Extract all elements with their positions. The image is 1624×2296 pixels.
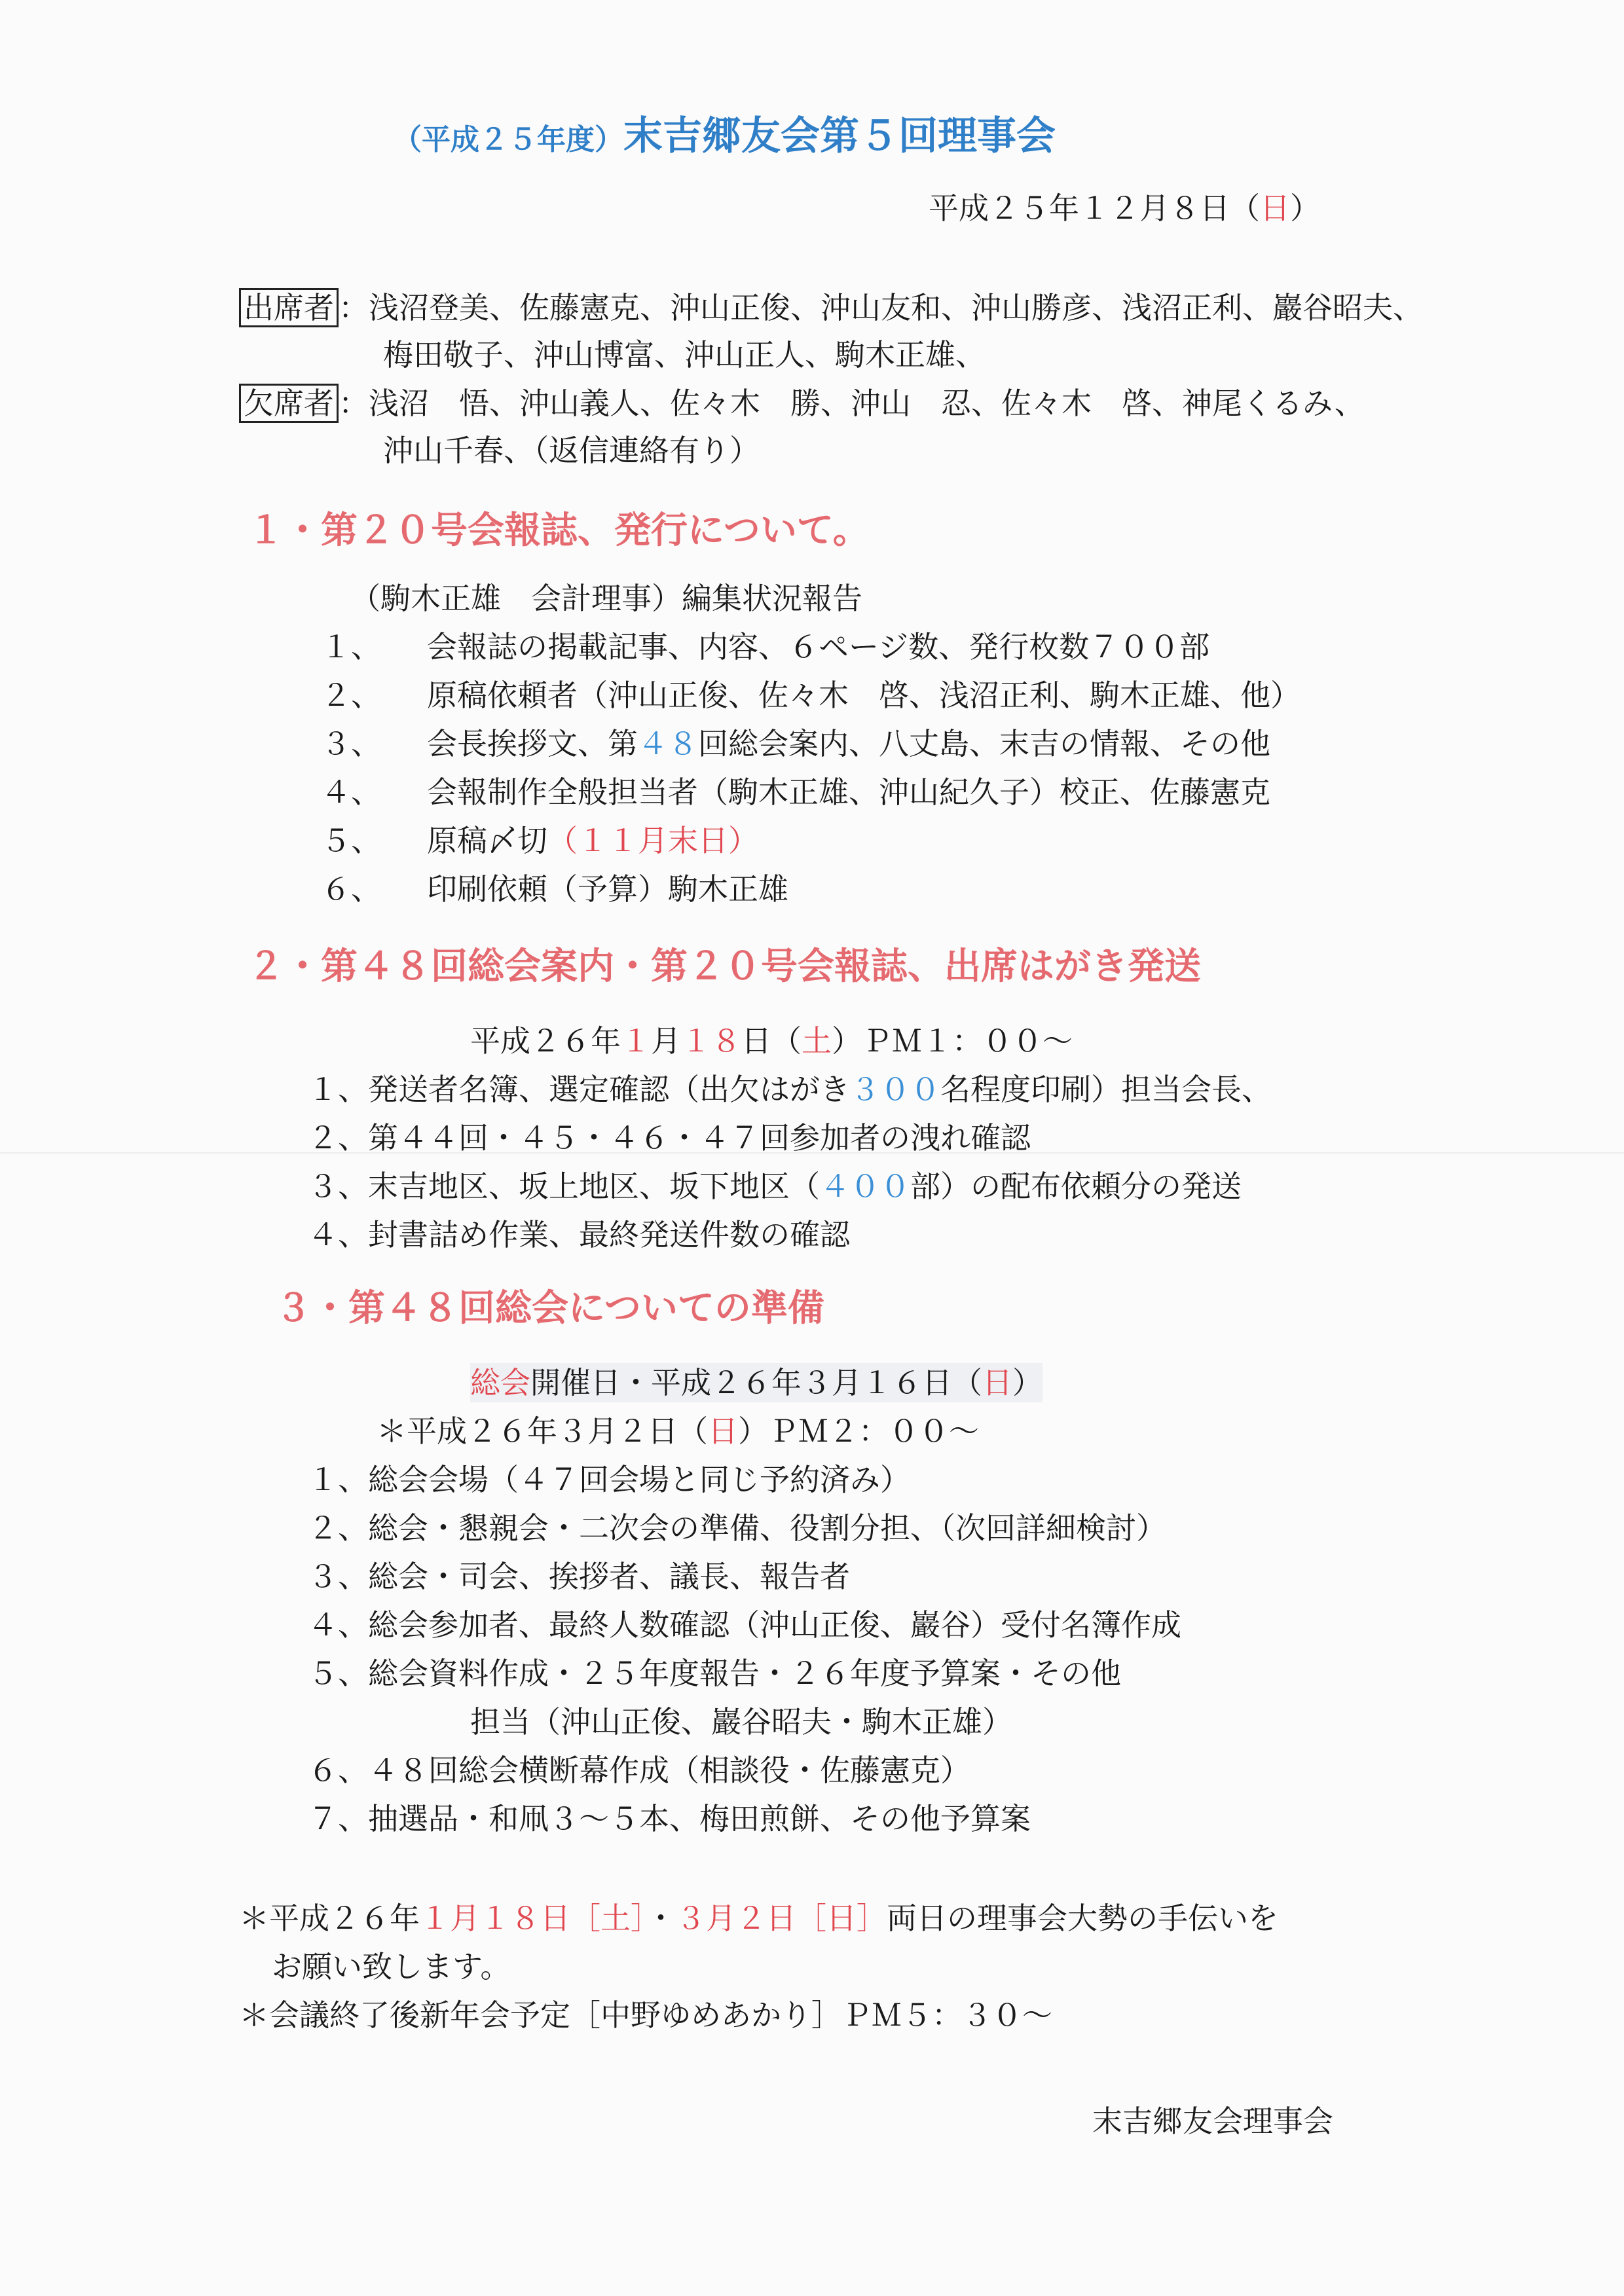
event-text: 開催日・平成２６年３月１６日（ <box>530 1365 982 1400</box>
note-text: 両日の理事会大勢の手伝いを <box>887 1901 1278 1936</box>
item-highlight: （１１月末日） <box>547 823 758 858</box>
date-weekday: 日 <box>1260 191 1290 226</box>
item-text: 原稿依頼者（沖山正俊、佐々木 啓、浅沼正利、駒木正雄、他） <box>427 678 1301 713</box>
item-text: 原稿〆切 <box>427 823 547 858</box>
signature: 末吉郷友会理事会 <box>1092 2104 1333 2139</box>
section-1-item <box>321 676 1301 715</box>
item-highlight: ３００ <box>850 1072 940 1107</box>
absentees-names-1: ：浅沼 悟、沖山義人、佐々木 勝、沖山 忍、佐々木 啓、神尾くるみ、 <box>339 386 1365 421</box>
date-text: 平成２５年１２月８日（ <box>929 191 1260 226</box>
section-1-item <box>321 627 1209 666</box>
item-text: １、発送者名簿、選定確認（出欠はがき <box>308 1072 850 1107</box>
note-date-1: １月１８日［土］ <box>420 1901 646 1936</box>
attendees-label: 出席者 <box>239 288 339 327</box>
note-help-request <box>239 1899 1278 1938</box>
section-2-item: ４、封書詰め作業、最終発送件数の確認 <box>308 1217 850 1252</box>
section-2-schedule <box>470 1021 1073 1061</box>
section-3-item: ４、総会参加者、最終人数確認（沖山正俊、巖谷）受付名簿作成 <box>308 1607 1181 1643</box>
section-3-item: ６、４８回総会横断幕作成（相談役・佐藤憲克） <box>308 1753 970 1788</box>
meeting-text: ＊平成２６年３月２日（ <box>377 1413 708 1449</box>
meeting-weekday: 日 <box>708 1413 738 1449</box>
item-text: 会報誌の掲載記事、内容、６ページ数、発行枚数７００部 <box>427 629 1210 665</box>
section-1-heading: １・第２０号会報誌、発行について。 <box>248 509 870 552</box>
meeting-date <box>929 189 1320 228</box>
schedule-month: １ <box>621 1023 651 1059</box>
event-weekday: 日 <box>982 1365 1012 1400</box>
title-main: 末吉郷友会第５回理事会 <box>623 113 1056 159</box>
item-number: ５、 <box>321 823 381 858</box>
event-label: 総会 <box>470 1365 530 1400</box>
section-1-item <box>321 724 1270 763</box>
section-3-item: １、総会会場（４７回会場と同じ予約済み） <box>308 1462 910 1497</box>
section-1-item <box>321 773 1270 812</box>
title-fiscal-year: （平成２５年度） <box>393 123 623 156</box>
meeting-time: ）ＰＭ２：００～ <box>738 1413 979 1449</box>
section-3-item-sub: 担当（沖山正俊、巖谷昭夫・駒木正雄） <box>470 1704 1012 1740</box>
section-3-event-date <box>470 1363 1043 1402</box>
section-2-item: ２、第４４回・４５・４６・４７回参加者の洩れ確認 <box>308 1120 1031 1156</box>
section-2-item <box>308 1167 1242 1206</box>
item-number: ６、 <box>321 871 381 907</box>
date-close: ） <box>1290 191 1320 226</box>
item-number: ２、 <box>321 678 381 713</box>
item-text: 部）の配布依頼分の発送 <box>910 1169 1242 1204</box>
item-highlight: ４００ <box>820 1169 910 1204</box>
schedule-day: １８ <box>681 1023 741 1059</box>
section-1-item <box>321 821 758 860</box>
note-help-request-cont: お願い致します。 <box>272 1949 511 1984</box>
absentees-line-1 <box>239 384 1365 423</box>
schedule-text: 月 <box>651 1023 681 1059</box>
attendees-line-2: 梅田敬子、沖山博富、沖山正人、駒木正雄、 <box>383 337 986 373</box>
item-highlight: ４８ <box>638 726 698 761</box>
item-text: 名程度印刷）担当会長、 <box>940 1072 1272 1107</box>
section-1-item <box>321 869 788 909</box>
section-3-meeting-date <box>377 1412 979 1451</box>
schedule-weekday: 土 <box>802 1023 832 1059</box>
item-number: ４、 <box>321 774 381 810</box>
attendees-names-1: ：浅沼登美、佐藤憲克、沖山正俊、沖山友和、沖山勝彦、浅沼正利、巖谷昭夫、 <box>339 290 1423 325</box>
section-3-heading: ３・第４８回総会についての準備 <box>275 1286 824 1330</box>
section-2-heading: ２・第４８回総会案内・第２０号会報誌、出席はがき発送 <box>248 945 1201 988</box>
absentees-line-2: 沖山千春、（返信連絡有り） <box>383 433 760 468</box>
section-2-item <box>308 1070 1272 1109</box>
note-text: ＊平成２６年 <box>239 1901 420 1936</box>
section-1-intro: （駒木正雄 会計理事）編集状況報告 <box>350 581 862 616</box>
item-text: 印刷依頼（予算）駒木正雄 <box>427 871 788 907</box>
absentees-label: 欠席者 <box>239 384 339 423</box>
section-3-item: ５、総会資料作成・２５年度報告・２６年度予算案・その他 <box>308 1656 1121 1691</box>
schedule-text: 日（ <box>741 1023 802 1059</box>
item-text: 会長挨拶文、第 <box>427 726 638 761</box>
item-number: ３、 <box>321 726 381 761</box>
section-3-item: ７、抽選品・和凧３～５本、梅田煎餅、その他予算案 <box>308 1801 1031 1836</box>
item-text: ３、末吉地区、坂上地区、坂下地区（ <box>308 1169 820 1204</box>
section-3-item: ２、総会・懇親会・二次会の準備、役割分担、（次回詳細検討） <box>308 1510 1166 1546</box>
section-3-item: ３、総会・司会、挨拶者、議長、報告者 <box>308 1559 850 1594</box>
schedule-text: 平成２６年 <box>470 1023 621 1059</box>
note-new-year-party: ＊会議終了後新年会予定［中野ゆめあかり］ＰＭ５：３０～ <box>239 1997 1052 2033</box>
schedule-time: ）ＰＭ１：００～ <box>832 1023 1073 1059</box>
item-text: 回総会案内、八丈島、末吉の情報、その他 <box>698 726 1270 761</box>
note-text: ・ <box>646 1901 676 1936</box>
event-close: ） <box>1012 1365 1043 1400</box>
attendees-line-1 <box>239 288 1423 327</box>
item-number: １、 <box>321 629 381 665</box>
item-text: 会報制作全般担当者（駒木正雄、沖山紀久子）校正、佐藤憲克 <box>427 774 1270 810</box>
document-title <box>393 110 1056 166</box>
note-date-2: ３月２日［日］ <box>676 1901 887 1936</box>
